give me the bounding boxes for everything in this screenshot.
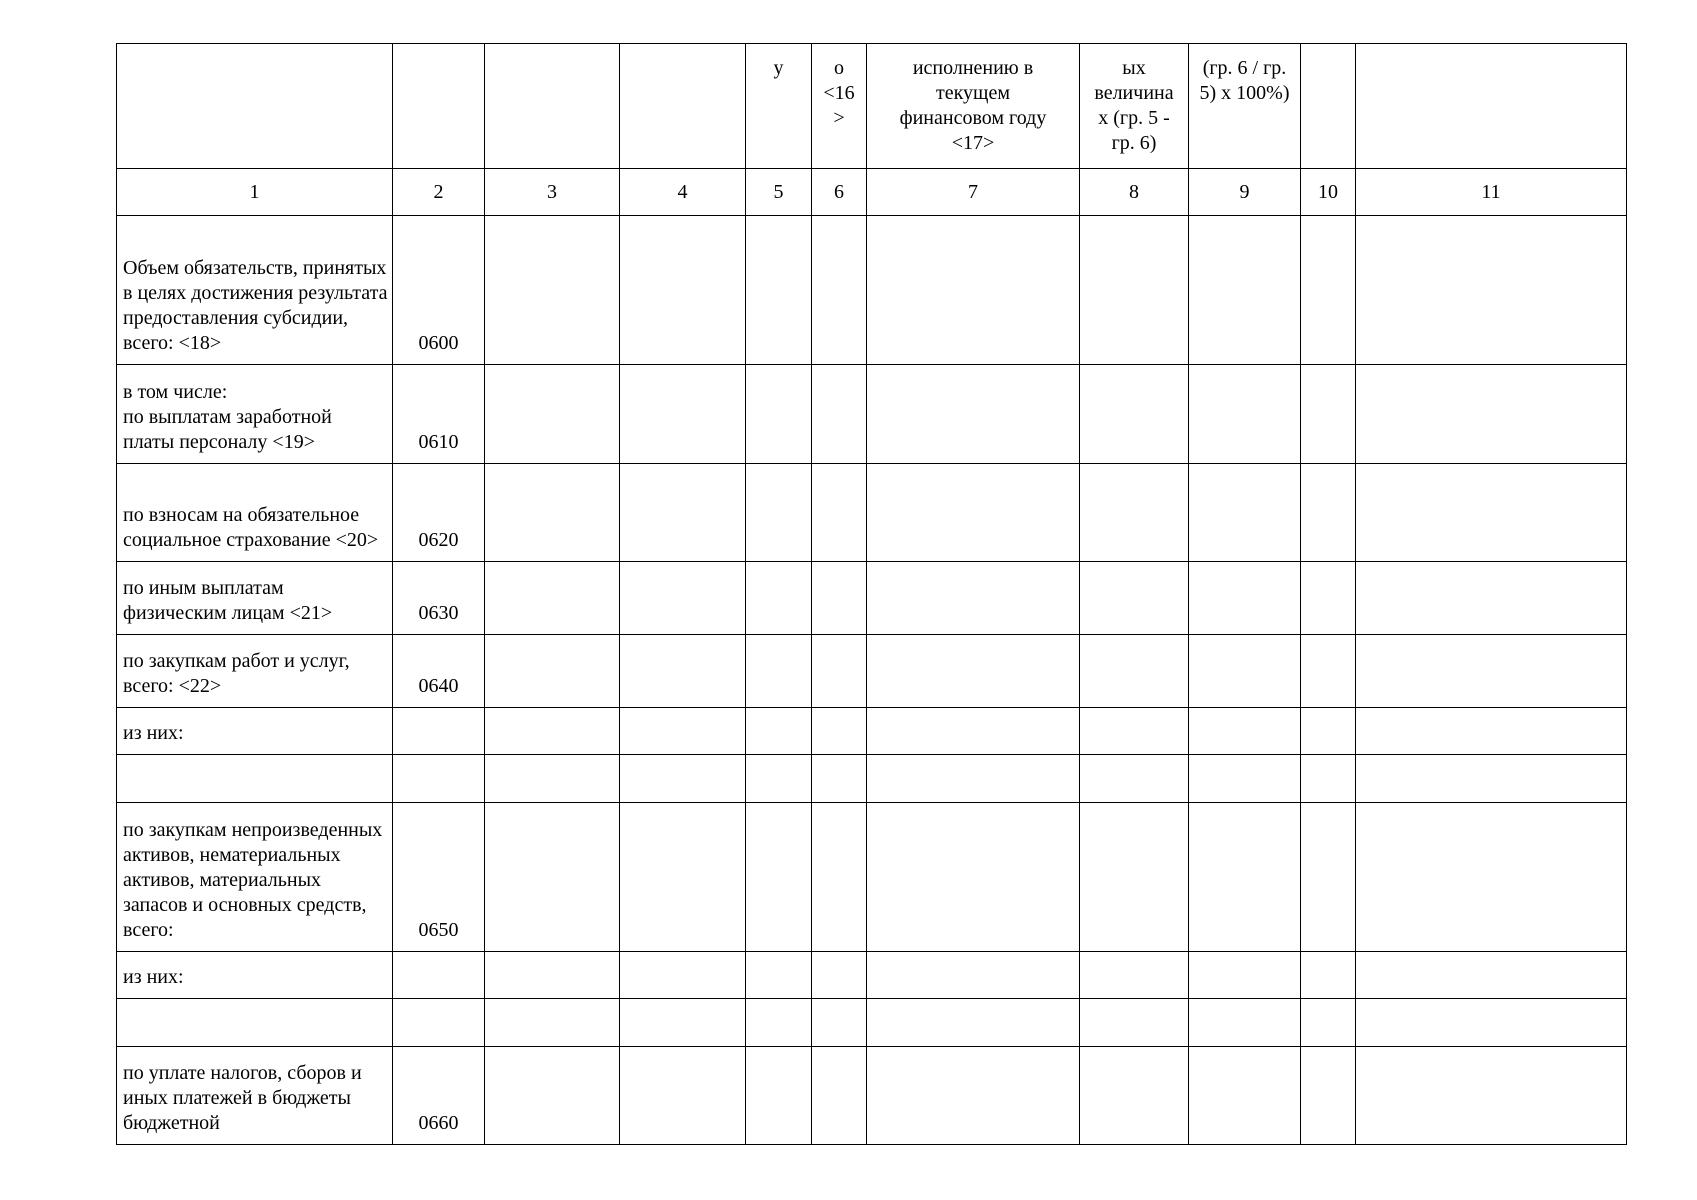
data-cell <box>485 365 620 464</box>
row-code: 0610 <box>393 365 485 464</box>
table-row <box>117 803 1627 952</box>
data-cell <box>1189 952 1301 999</box>
column-number: 11 <box>1356 169 1627 216</box>
data-cell <box>620 999 746 1047</box>
data-cell <box>867 999 1080 1047</box>
row-name: по взносам на обязательное социальное страхование <20> <box>117 464 393 562</box>
row-name: по уплате налогов, сборов и иных платежей в бюджеты бюджетной <box>117 1047 393 1145</box>
data-cell <box>485 755 620 803</box>
data-cell <box>1080 365 1189 464</box>
data-cell <box>812 562 867 635</box>
row-name: из них: <box>117 952 393 999</box>
column-number: 8 <box>1080 169 1189 216</box>
data-cell <box>485 952 620 999</box>
row-code: 0600 <box>393 216 485 365</box>
data-cell <box>1356 1047 1627 1145</box>
data-cell <box>1080 952 1189 999</box>
table-row <box>117 755 1627 803</box>
header-cell-7: исполнению в текущем финансовом году <17> <box>867 44 1080 169</box>
data-cell <box>1080 1047 1189 1145</box>
table-row <box>117 999 1627 1047</box>
data-cell <box>746 803 812 952</box>
table-row <box>117 464 1627 562</box>
data-cell <box>867 708 1080 755</box>
data-cell <box>867 635 1080 708</box>
row-name: по иным выплатам физическим лицам <21> <box>117 562 393 635</box>
column-number: 4 <box>620 169 746 216</box>
data-cell <box>485 216 620 365</box>
row-code: 0650 <box>393 803 485 952</box>
data-cell <box>1356 803 1627 952</box>
column-number-row <box>117 169 1627 216</box>
data-cell <box>485 1047 620 1145</box>
data-cell <box>1189 803 1301 952</box>
data-cell <box>746 464 812 562</box>
header-cell-10 <box>1301 44 1356 169</box>
data-cell <box>620 562 746 635</box>
header-cell-4 <box>620 44 746 169</box>
data-cell <box>485 562 620 635</box>
data-cell <box>1301 562 1356 635</box>
data-cell <box>1080 708 1189 755</box>
data-cell <box>812 755 867 803</box>
data-cell <box>1189 999 1301 1047</box>
row-code <box>393 708 485 755</box>
data-cell <box>1356 635 1627 708</box>
data-cell <box>1080 803 1189 952</box>
data-cell <box>1189 216 1301 365</box>
header-cell-11 <box>1356 44 1627 169</box>
data-cell <box>867 1047 1080 1145</box>
header-cell-8: ых величина х (гр. 5 - гр. 6) <box>1080 44 1189 169</box>
data-cell <box>620 216 746 365</box>
data-cell <box>1080 464 1189 562</box>
data-cell <box>485 464 620 562</box>
row-name: из них: <box>117 708 393 755</box>
data-cell <box>1356 562 1627 635</box>
header-row <box>117 44 1627 169</box>
data-cell <box>867 562 1080 635</box>
data-cell <box>867 216 1080 365</box>
data-cell <box>1189 708 1301 755</box>
data-cell <box>812 635 867 708</box>
data-cell <box>812 708 867 755</box>
table-row <box>117 365 1627 464</box>
header-cell-9: (гр. 6 / гр. 5) х 100%) <box>1189 44 1301 169</box>
data-cell <box>620 635 746 708</box>
data-cell <box>746 708 812 755</box>
data-cell <box>1080 216 1189 365</box>
data-cell <box>1356 708 1627 755</box>
data-cell <box>1301 708 1356 755</box>
row-name: по закупкам работ и услуг, всего: <22> <box>117 635 393 708</box>
data-cell <box>1356 755 1627 803</box>
data-cell <box>746 952 812 999</box>
data-cell <box>746 216 812 365</box>
column-number: 10 <box>1301 169 1356 216</box>
data-cell <box>620 952 746 999</box>
data-cell <box>620 1047 746 1145</box>
table-row <box>117 952 1627 999</box>
data-cell <box>1080 755 1189 803</box>
data-cell <box>1080 999 1189 1047</box>
data-cell <box>812 1047 867 1145</box>
table-row <box>117 216 1627 365</box>
row-code: 0640 <box>393 635 485 708</box>
header-cell-5: у <box>746 44 812 169</box>
column-number: 2 <box>393 169 485 216</box>
row-code: 0660 <box>393 1047 485 1145</box>
data-cell <box>1301 803 1356 952</box>
row-code <box>393 999 485 1047</box>
data-cell <box>867 464 1080 562</box>
data-cell <box>1301 999 1356 1047</box>
table-row <box>117 708 1627 755</box>
header-cell-3 <box>485 44 620 169</box>
column-number: 7 <box>867 169 1080 216</box>
table-row <box>117 1047 1627 1145</box>
data-cell <box>620 755 746 803</box>
data-cell <box>867 365 1080 464</box>
data-cell <box>485 999 620 1047</box>
data-cell <box>1301 216 1356 365</box>
data-cell <box>1356 216 1627 365</box>
data-cell <box>620 803 746 952</box>
data-cell <box>867 952 1080 999</box>
data-cell <box>1301 755 1356 803</box>
data-cell <box>1356 464 1627 562</box>
row-code: 0630 <box>393 562 485 635</box>
row-code <box>393 755 485 803</box>
row-name <box>117 999 393 1047</box>
data-cell <box>746 999 812 1047</box>
data-cell <box>1356 952 1627 999</box>
data-cell <box>1301 365 1356 464</box>
data-cell <box>1301 635 1356 708</box>
data-cell <box>1189 1047 1301 1145</box>
header-cell-1 <box>117 44 393 169</box>
data-cell <box>746 1047 812 1145</box>
data-cell <box>812 952 867 999</box>
row-name: Объем обязательств, принятых в целях достижения результата предоставления субсидии, всего: <18> <box>117 216 393 365</box>
data-cell <box>746 635 812 708</box>
data-cell <box>867 755 1080 803</box>
data-cell <box>620 708 746 755</box>
data-cell <box>746 365 812 464</box>
data-cell <box>620 464 746 562</box>
data-cell <box>1301 952 1356 999</box>
row-code <box>393 952 485 999</box>
data-cell <box>746 755 812 803</box>
data-cell <box>867 803 1080 952</box>
data-cell <box>1189 464 1301 562</box>
data-cell <box>812 216 867 365</box>
column-number: 6 <box>812 169 867 216</box>
header-cell-6: о <16 > <box>812 44 867 169</box>
data-cell <box>1080 562 1189 635</box>
data-cell <box>485 803 620 952</box>
data-cell <box>485 635 620 708</box>
row-code: 0620 <box>393 464 485 562</box>
data-cell <box>812 803 867 952</box>
row-name: по закупкам непроизведенных активов, нематериальных активов, материальных запасов и основных средств, всего: <box>117 803 393 952</box>
data-cell <box>1189 365 1301 464</box>
data-cell <box>1356 999 1627 1047</box>
data-cell <box>1189 562 1301 635</box>
column-number: 3 <box>485 169 620 216</box>
data-cell <box>620 365 746 464</box>
data-cell <box>812 365 867 464</box>
row-name: в том числе: по выплатам заработной платы персоналу <19> <box>117 365 393 464</box>
data-cell <box>1080 635 1189 708</box>
header-cell-2 <box>393 44 485 169</box>
table-row <box>117 635 1627 708</box>
table-row <box>117 562 1627 635</box>
column-number: 1 <box>117 169 393 216</box>
data-cell <box>485 708 620 755</box>
data-cell <box>746 562 812 635</box>
data-cell <box>1356 365 1627 464</box>
column-number: 9 <box>1189 169 1301 216</box>
data-cell <box>1189 635 1301 708</box>
data-cell <box>1189 755 1301 803</box>
data-cell <box>812 464 867 562</box>
report-table <box>116 43 1627 1145</box>
row-name <box>117 755 393 803</box>
column-number: 5 <box>746 169 812 216</box>
data-cell <box>1301 464 1356 562</box>
data-cell <box>812 999 867 1047</box>
data-cell <box>1301 1047 1356 1145</box>
